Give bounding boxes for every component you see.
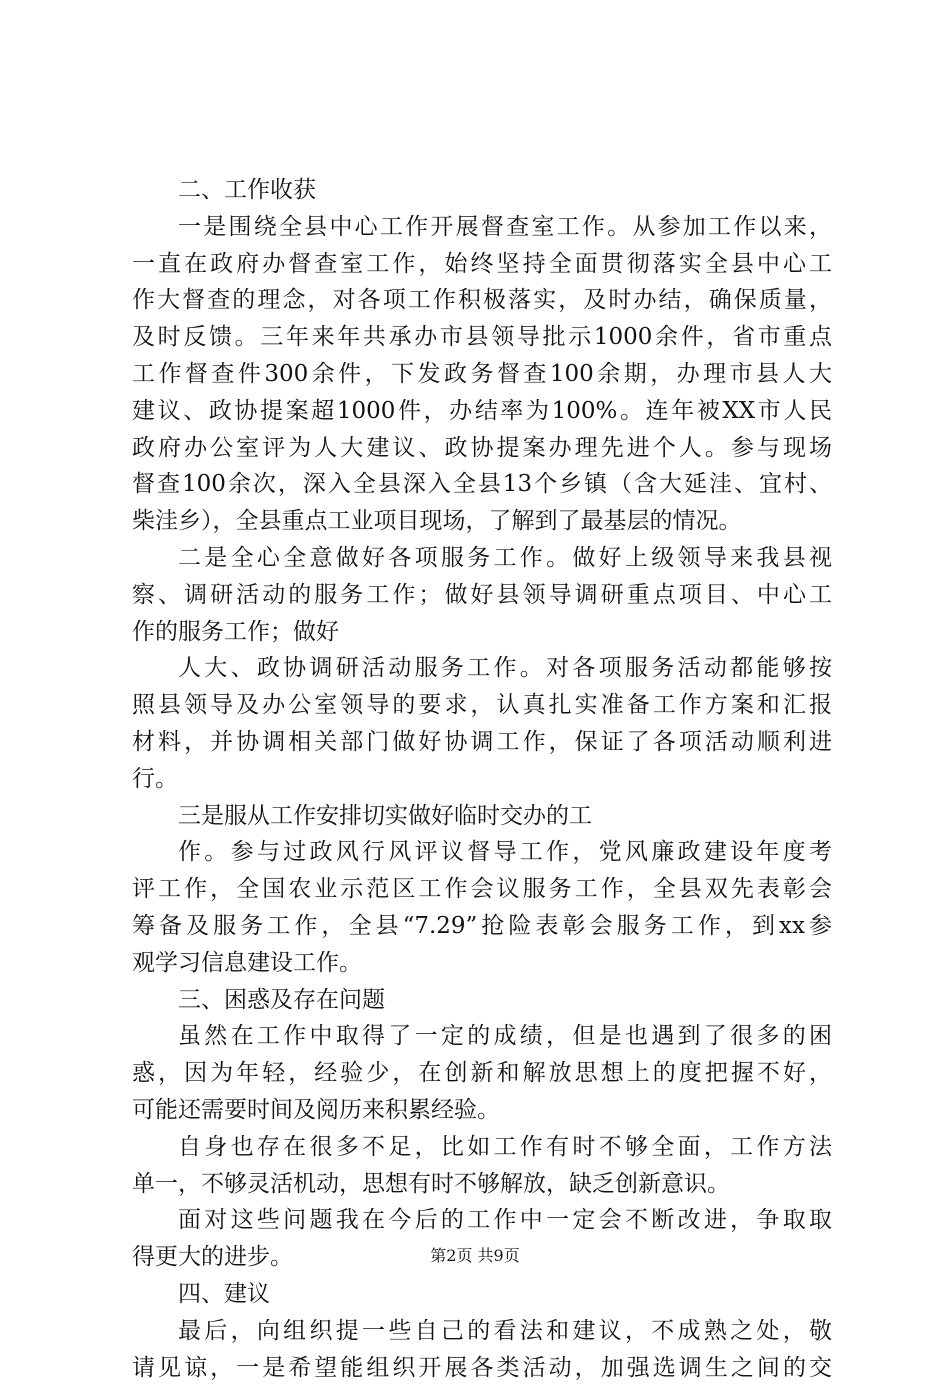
text-line: 单一，不够灵活机动，思想有时不够解放，缺乏创新意识。 [132, 1166, 832, 1203]
text-line: 评工作，全国农业示范区工作会议服务工作，全县双先表彰会 [132, 871, 832, 908]
text-line: 得更大的进步。 [132, 1239, 832, 1276]
text-line: 最后，向组织提一些自己的看法和建议，不成熟之处，敬 [132, 1313, 832, 1350]
text-line: 照县领导及办公室领导的要求，认真扎实准备工作方案和汇报 [132, 687, 832, 724]
text-line: 四、建议 [132, 1276, 832, 1313]
text-line: 一直在政府办督查室工作，始终坚持全面贯彻落实全县中心工 [132, 246, 832, 283]
text-line: 自身也存在很多不足，比如工作有时不够全面，工作方法 [132, 1129, 832, 1166]
text-line: 行。 [132, 761, 832, 798]
text-line: 作。参与过政风行风评议督导工作，党风廉政建设年度考 [132, 834, 832, 871]
text-line: 二是全心全意做好各项服务工作。做好上级领导来我县视 [132, 540, 832, 577]
text-line: 三、困惑及存在问题 [132, 982, 832, 1019]
text-line: 惑，因为年轻，经验少，在创新和解放思想上的度把握不好， [132, 1055, 832, 1092]
text-line: 政府办公室评为人大建议、政协提案办理先进个人。参与现场 [132, 430, 832, 467]
text-line: 及时反馈。三年来年共承办市县领导批示1000余件，省市重点 [132, 319, 832, 356]
document-body [132, 172, 832, 1386]
text-line: 察、调研活动的服务工作；做好县领导调研重点项目、中心工 [132, 577, 832, 614]
page-footer: 第2页 共9页 [0, 1245, 950, 1267]
text-line: 材料，并协调相关部门做好协调工作，保证了各项活动顺利进 [132, 724, 832, 761]
text-line: 建议、政协提案超1000件，办结率为100%。连年被XX市人民 [132, 393, 832, 430]
text-line: 人大、政协调研活动服务工作。对各项服务活动都能够按 [132, 650, 832, 687]
text-line: 面对这些问题我在今后的工作中一定会不断改进，争取取 [132, 1202, 832, 1239]
text-line: 观学习信息建设工作。 [132, 945, 832, 982]
text-line: 督查100余次，深入全县深入全县13个乡镇（含大延洼、宜村、 [132, 466, 832, 503]
text-line: 三是服从工作安排切实做好临时交办的工 [132, 798, 832, 835]
text-line: 请见谅，一是希望能组织开展各类活动，加强选调生之间的交 [132, 1350, 832, 1386]
text-line: 虽然在工作中取得了一定的成绩，但是也遇到了很多的困 [132, 1018, 832, 1055]
text-line: 筹备及服务工作，全县“7.29”抢险表彰会服务工作，到xx参 [132, 908, 832, 945]
text-line: 作的服务工作；做好 [132, 614, 832, 651]
text-line: 作大督查的理念，对各项工作积极落实，及时办结，确保质量， [132, 282, 832, 319]
text-line: 柴洼乡），全县重点工业项目现场，了解到了最基层的情况。 [132, 503, 832, 540]
text-line: 工作督查件300余件，下发政务督查100余期，办理市县人大 [132, 356, 832, 393]
text-line: 二、工作收获 [132, 172, 832, 209]
text-line: 可能还需要时间及阅历来积累经验。 [132, 1092, 832, 1129]
text-line: 一是围绕全县中心工作开展督查室工作。从参加工作以来， [132, 209, 832, 246]
